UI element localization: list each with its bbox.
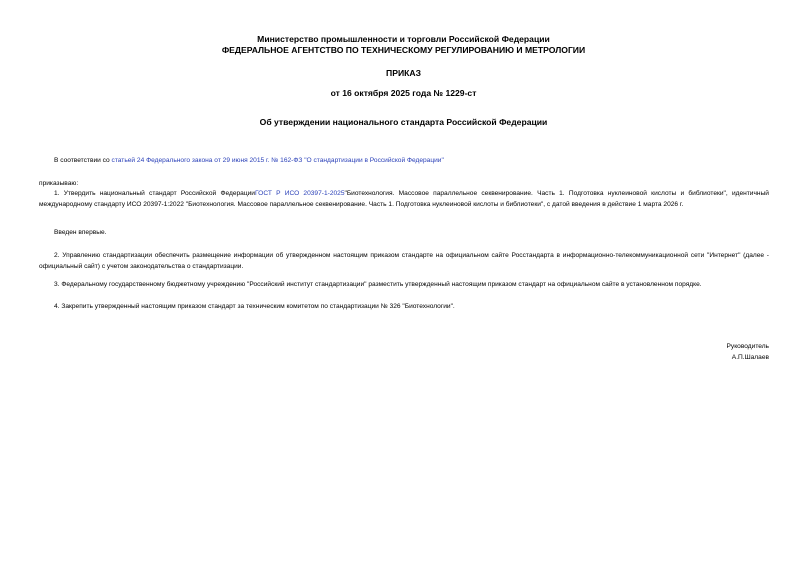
- introduced-note: Введен впервые.: [54, 229, 107, 236]
- item-1-paragraph: [39, 188, 769, 210]
- federal-law-link[interactable]: статьей 24 Федерального закона от 29 июня 2015 г. № 162-ФЗ "О стандартизации в Российской Федерации": [111, 157, 444, 164]
- item-1-rest: "Биотехнология. Массовое параллельное секвенирование. Часть 1. Подготовка нуклеиновой кислоты и библиотеки", идентичный международному стандарту ИСО 20397-1:2022 "Биотехнология. Массовое параллельное секвенирование. Часть 1. Подготовка нуклеиновой кислоты и библиотеки", с датой введения в действие 1 марта 2026 г.: [39, 190, 769, 208]
- order-subject: Об утверждении национального стандарта Российской Федерации: [259, 117, 548, 127]
- signatory-name: А.П.Шалаев: [731, 354, 769, 361]
- item-3-paragraph: 3. Федеральному государственному бюджетному учреждению "Российский институт стандартизации" разместить утвержденный настоящим приказом стандарт на официальном сайте в установленном порядке.: [54, 281, 702, 288]
- decree-word: приказываю:: [39, 180, 79, 187]
- order-heading: ПРИКАЗ: [386, 68, 421, 78]
- agency-name: ФЕДЕРАЛЬНОЕ АГЕНТСТВО ПО ТЕХНИЧЕСКОМУ РЕГУЛИРОВАНИЮ И МЕТРОЛОГИИ: [221, 45, 586, 55]
- standard-link[interactable]: ГОСТ Р ИСО 20397-1-2025: [254, 190, 345, 197]
- item-1-prefix: 1. Утвердить национальный стандарт Российской Федерации: [54, 190, 255, 197]
- order-date: от 16 октября 2025 года № 1229-ст: [330, 88, 477, 98]
- signatory-title: Руководитель: [726, 343, 769, 350]
- item-2-paragraph: 2. Управлению стандартизации обеспечить размещение информации об утвержденном настоящим приказом стандарте на официальном сайте Росстандарта в информационно-телекоммуникационной сети "Интернет" (далее - официальный сайт) с учетом законодательства о стандартизации.: [39, 252, 769, 270]
- basis-paragraph: [39, 155, 769, 166]
- ministry-name: Министерство промышленности и торговли Российской Федерации: [257, 34, 550, 44]
- basis-prefix: В соответствии со: [54, 157, 112, 164]
- item-4-paragraph: 4. Закрепить утвержденный настоящим приказом стандарт за техническим комитетом по стандартизации № 326 "Биотехнологии".: [54, 303, 455, 310]
